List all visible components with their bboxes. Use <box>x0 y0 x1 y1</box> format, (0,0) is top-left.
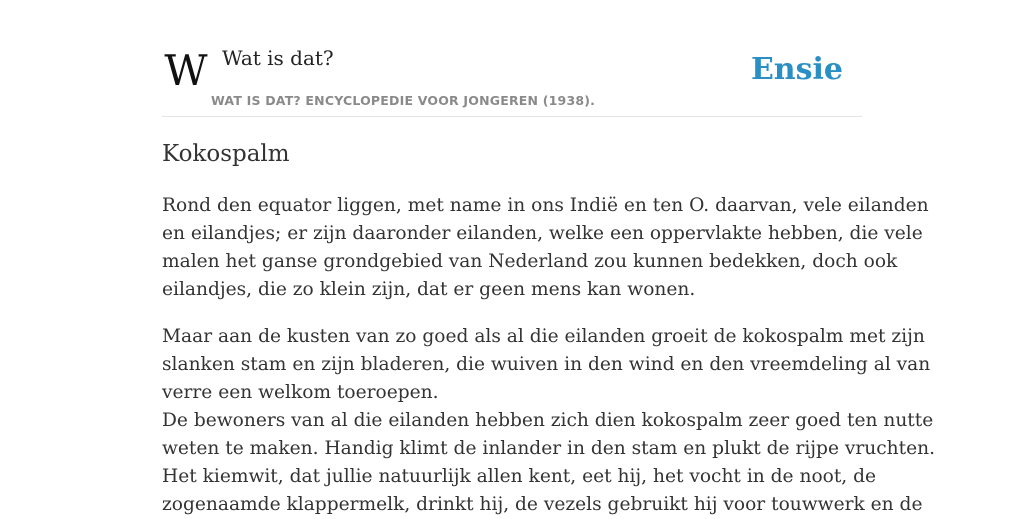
text-line: eilandjes, die zo klein zijn, dat er geen mens kan wonen. <box>162 279 696 300</box>
page <box>162 0 935 515</box>
text-line: verre een welkom toeroepen. <box>162 382 439 403</box>
svg-text:W: W <box>164 52 208 90</box>
text-line: en eilandjes; er zijn daaronder eilanden, welke een oppervlakte hebben, die vele <box>162 223 923 244</box>
article-paragraph <box>162 192 929 304</box>
text-line: Rond den equator liggen, met name in ons Indië en ten O. daarvan, vele eilanden <box>162 195 929 216</box>
source-subtitle: WAT IS DAT? ENCYCLOPEDIE VOOR JONGEREN (1938). <box>211 93 596 108</box>
text-line: De bewoners van al die eilanden hebben zich dien kokospalm zeer goed ten nutte <box>162 410 934 431</box>
source-header <box>162 0 862 117</box>
text-line: Maar aan de kusten van zo goed als al die eilanden groeit de kokospalm met zijn <box>162 326 925 347</box>
article-body <box>162 192 935 519</box>
text-line: malen het ganse grondgebied van Nederland zou kunnen bedekken, doch ook <box>162 251 898 272</box>
article-paragraph <box>162 323 931 407</box>
text-line: zogenaamde klappermelk, drinkt hij, de vezels gebruikt hij voor touwwerk en de <box>162 494 923 515</box>
text-line: weten te maken. Handig klimt de inlander in den stam en plukt de rijpe vruchten. <box>162 438 935 459</box>
text-line: Het kiemwit, dat jullie natuurlijk allen kent, eet hij, het vocht in de noot, de <box>162 466 877 487</box>
article-title: Kokospalm <box>162 141 290 167</box>
brand-logo-link[interactable]: Ensie <box>750 52 843 87</box>
text-line: slanken stam en zijn bladeren, die wuiven in den wind en den vreemdeling al van <box>162 354 931 375</box>
source-title[interactable]: Wat is dat? <box>222 46 334 70</box>
article-paragraph <box>162 407 935 519</box>
wikipedia-w-icon <box>164 52 208 90</box>
